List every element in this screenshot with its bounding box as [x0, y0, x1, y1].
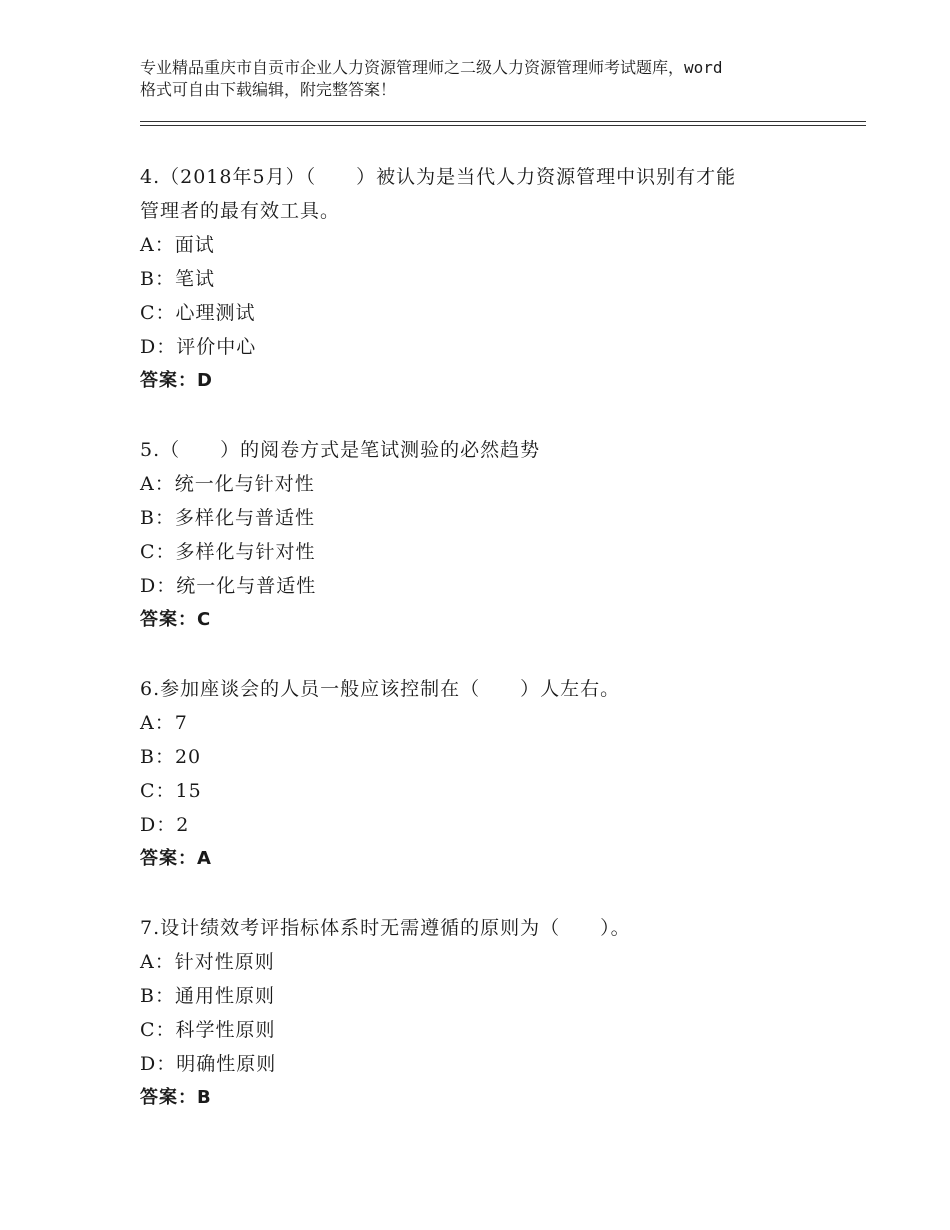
option-c: C：科学性原则 [140, 1019, 276, 1041]
option-b: B：笔试 [140, 268, 215, 290]
document-header [140, 57, 840, 101]
option-d: D：评价中心 [140, 336, 257, 358]
answer: 答案：B [140, 1087, 212, 1108]
header-line-1: 专业精品重庆市自贡市企业人力资源管理师之二级人力资源管理师考试题库，word [140, 58, 723, 77]
answer: 答案：A [140, 848, 212, 869]
option-a: A：7 [140, 712, 188, 734]
question-stem: 5.（ ）的阅卷方式是笔试测验的必然趋势 [140, 439, 541, 461]
option-d: D：统一化与普适性 [140, 575, 317, 597]
option-a: A：面试 [140, 234, 215, 256]
header-divider-top [140, 121, 866, 122]
header-line-2: 格式可自由下载编辑，附完整答案！ [140, 80, 397, 99]
option-b: B：20 [140, 746, 202, 768]
question-stem: 7.设计绩效考评指标体系时无需遵循的原则为（ ）。 [140, 917, 631, 939]
question-4 [140, 160, 840, 398]
question-stem: 4.（2018年5月）（ ）被认为是当代人力资源管理中识别有才能 [140, 166, 737, 188]
option-d: D：2 [140, 814, 190, 836]
answer: 答案：D [140, 370, 213, 391]
answer: 答案：C [140, 609, 212, 630]
option-c: C：多样化与针对性 [140, 541, 316, 563]
option-b: B：多样化与普适性 [140, 507, 315, 529]
question-6 [140, 672, 840, 876]
option-a: A：针对性原则 [140, 951, 275, 973]
question-7 [140, 911, 840, 1115]
question-stem-continued: 管理者的最有效工具。 [140, 200, 341, 222]
option-b: B：通用性原则 [140, 985, 275, 1007]
header-divider-bottom [140, 125, 866, 126]
option-a: A：统一化与针对性 [140, 473, 315, 495]
question-5 [140, 433, 840, 637]
option-c: C：15 [140, 780, 202, 802]
question-stem: 6.参加座谈会的人员一般应该控制在（ ）人左右。 [140, 678, 621, 700]
option-c: C：心理测试 [140, 302, 256, 324]
option-d: D：明确性原则 [140, 1053, 277, 1075]
